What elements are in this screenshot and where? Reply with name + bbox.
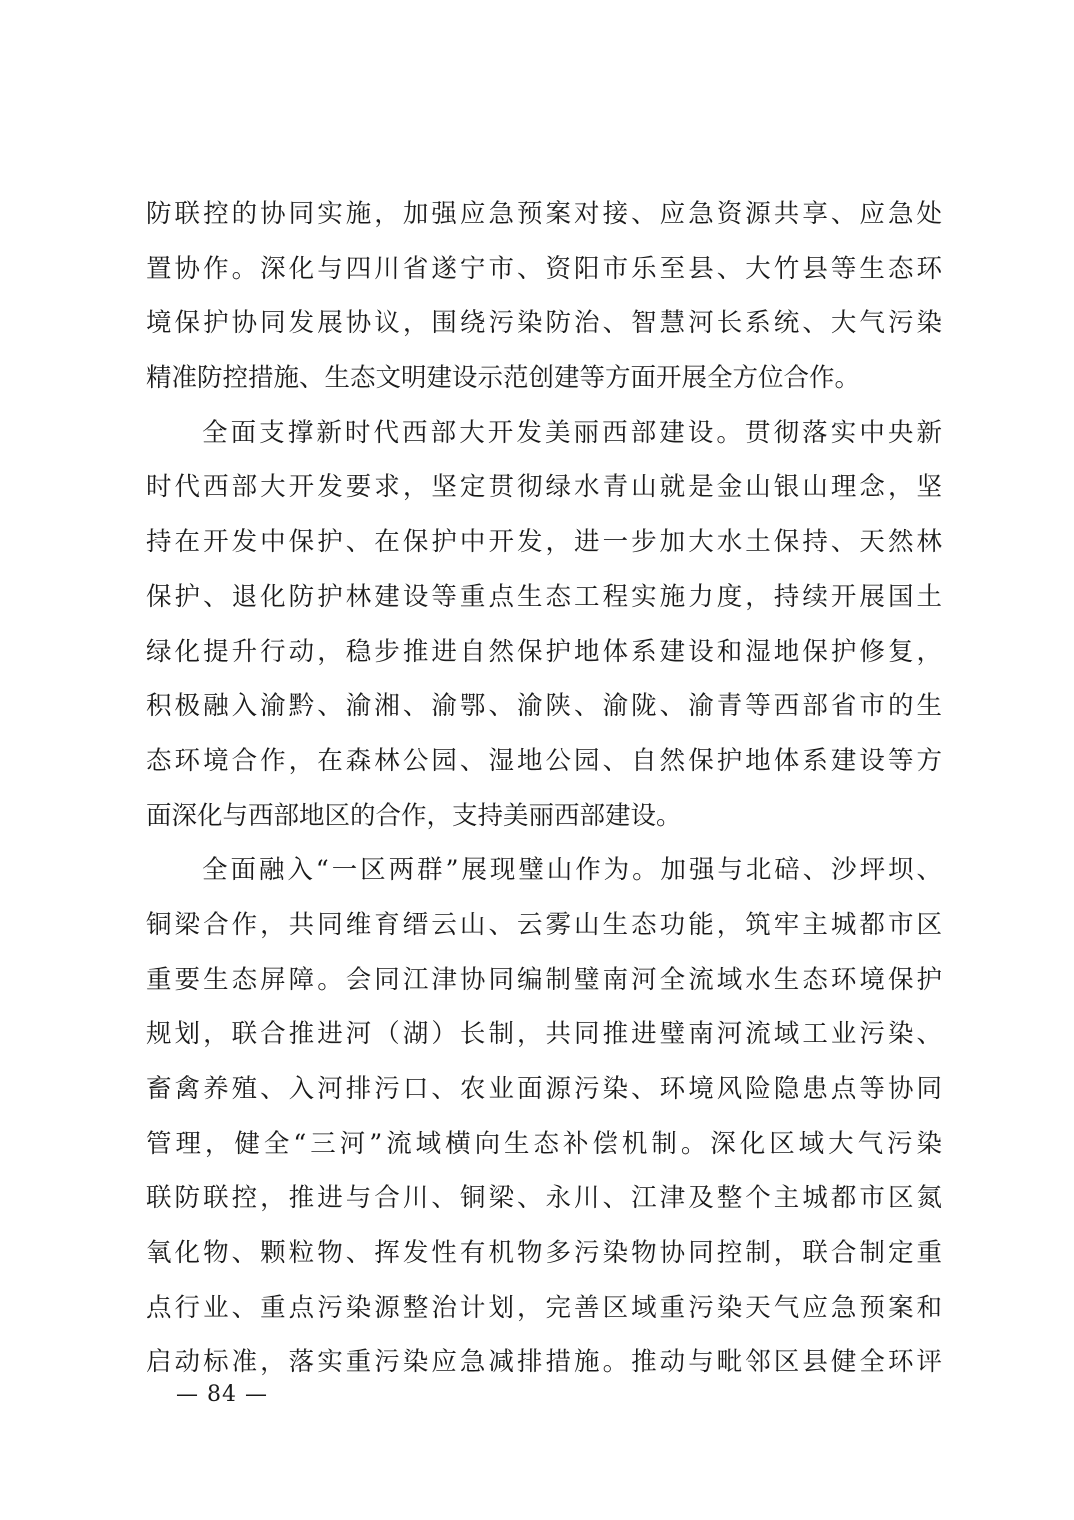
text-line: 时代西部大开发要求，坚定贯彻绿水青山就是金山银山理念，坚: [146, 472, 942, 503]
text-line: 启动标准，落实重污染应急减排措施。推动与毗邻区县健全环评: [146, 1347, 942, 1378]
text-line: 点行业、重点污染源整治计划，完善区域重污染天气应急预案和: [146, 1292, 942, 1323]
text-line: 防联控的协同实施，加强应急预案对接、应急资源共享、应急处: [146, 199, 942, 229]
text-line: 持在开发中保护、在保护中开发，进一步加大水土保持、天然林: [146, 527, 942, 558]
body-text: [146, 187, 942, 1390]
text-line: 面深化与西部地区的合作，支持美丽西部建设。: [146, 800, 682, 831]
page-number: — 84 —: [176, 1382, 268, 1407]
text-line: 置协作。深化与四川省遂宁市、资阳市乐至县、大竹县等生态环: [146, 253, 942, 284]
text-line: 铜梁合作，共同维育缙云山、云雾山生态功能，筑牢主城都市区: [146, 909, 942, 940]
text-line: 保护、退化防护林建设等重点生态工程实施力度，持续开展国土: [146, 581, 942, 612]
paragraph-start-line: 全面融入“一区两群”展现璧山作为。加强与北碚、沙坪坝、: [202, 855, 942, 886]
paragraph-start-line: 全面支撑新时代西部大开发美丽西部建设。贯彻落实中央新: [202, 417, 942, 448]
text-line: 精准防控措施、生态文明建设示范创建等方面开展全方位合作。: [146, 363, 861, 394]
text-line: 联防联控，推进与合川、铜梁、永川、江津及整个主城都市区氮: [146, 1183, 942, 1214]
text-line: 畜禽养殖、入河排污口、农业面源污染、环境风险隐患点等协同: [146, 1074, 942, 1104]
text-line: 规划，联合推进河（湖）长制，共同推进璧南河流域工业污染、: [146, 1019, 942, 1050]
text-line: 绿化提升行动，稳步推进自然保护地体系建设和湿地保护修复，: [146, 636, 942, 667]
text-line: 氧化物、颗粒物、挥发性有机物多污染物协同控制，联合制定重: [146, 1238, 942, 1269]
text-line: 管理，健全“三河”流域横向生态补偿机制。深化区域大气污染: [146, 1128, 942, 1159]
text-line: 重要生态屏障。会同江津协同编制璧南河全流域水生态环境保护: [146, 964, 942, 995]
text-line: 积极融入渝黔、渝湘、渝鄂、渝陕、渝陇、渝青等西部省市的生: [146, 691, 942, 722]
text-line: 境保护协同发展协议，围绕污染防治、智慧河长系统、大气污染: [146, 308, 942, 339]
text-line: 态环境合作，在森林公园、湿地公园、自然保护地体系建设等方: [146, 745, 942, 776]
